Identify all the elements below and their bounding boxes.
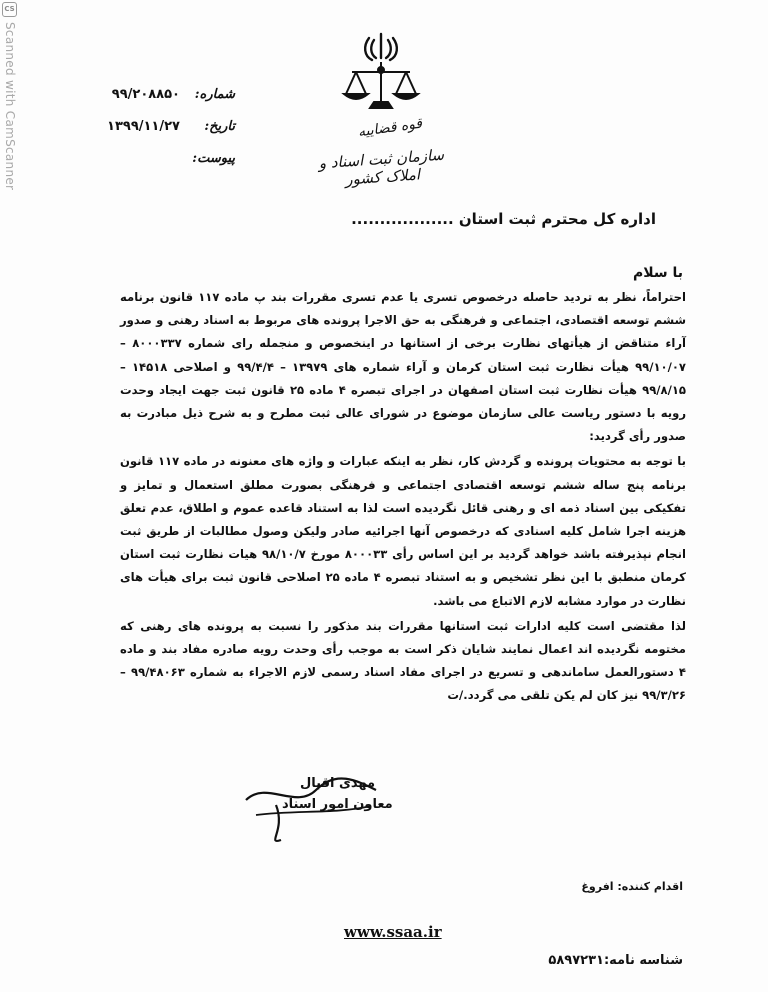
camscanner-logo-icon: CS — [2, 2, 17, 17]
attachment-label: پیوست: — [192, 150, 235, 166]
salutation: با سلام — [632, 265, 683, 281]
scales-of-justice-icon — [344, 62, 418, 108]
number-label: شماره: — [194, 86, 235, 102]
allah-emblem-icon — [365, 34, 397, 60]
judiciary-title: قوه قضاییه — [356, 115, 424, 141]
date-label: تاریخ: — [204, 118, 235, 134]
date-value: ۱۳۹۹/۱۱/۲۷ — [107, 118, 180, 134]
body-paragraph-2: با توجه به محتویات پرونده و گردش کار، نظر به اینکه عبارات و واژه های معنونه در ماده ۱۱۷ قانون برنامه پنج ساله ششم توسعه اقتصادی اجتماعی و فرهنگی بصورت مطلق استعمال و تمایز و تفکیکی بین اسناد ذمه ای و رهنی قائل نگردیده است لذا به استناد قاعده عموم و اطلاق، عدم تعلق هزینه اجرا شامل کلیه اسنادی که درخصوص آنها اجرائیه صادر ولیکن وصول مطالبات از طریق ثبت انجام نپذیرفته باشد خواهد گردید بر این اساس رأی ۸۰۰۰۳۳ مورخ ۹۸/۱۰/۷ هیات نظارت ثبت استان کرمان منطبق با این نظر تشخیص و به استناد تبصره ۴ ماده ۲۵ اصلاحی قانون ثبت برای هیأت های نظارت در موارد مشابه لازم الاتباع می باشد. — [120, 454, 687, 608]
document-id: شناسه نامه:۵۸۹۷۲۳۱ — [548, 953, 683, 968]
meta-attachment-row — [85, 142, 235, 174]
organization-name: سازمان ثبت اسناد و املاک کشور — [318, 145, 445, 189]
body-paragraph-3: لذا مقتضی است کلیه ادارات ثبت استانها مقررات بند مذکور را نسبت به پرونده های رهنی که مختومه نگردیده اند اعمال نمایند شایان ذکر است به موجب رأی وحدت رویه صادره مفاد بند و ماده ۴ دستورالعمل ساماندهی و تسریع در اجرای مفاد اسناد رسمی لازم الاجراء به شماره ۹۹/۴۸۰۶۳ – ۹۹/۳/۲۶ نیز کان لم یکن تلقی می گردد./ت — [120, 618, 686, 703]
meta-number-row — [85, 78, 235, 110]
action-by: اقدام کننده: افروغ — [581, 880, 683, 893]
camscanner-text: Scanned with CamScanner — [3, 22, 17, 191]
body-paragraph-1: احتراماً، نظر به تردید حاصله درخصوص تسری یا عدم تسری مقررات بند پ ماده ۱۱۷ قانون برنامه ششم توسعه اقتصادی، اجتماعی و فرهنگی به حق الاجرا پرونده های مربوط به اسناد رهنی و صدور آراء متناقض از هیأتهای نظارت برخی از استانها در اینخصوص و منجمله رای شماره ۸۰۰۰۳۳۷ – ۹۹/۱۰/۰۷ هیأت نظارت ثبت استان کرمان و آراء شماره های ۱۳۹۷۹ – ۹۹/۴/۴ و اصلاحی ۱۴۵۱۸ – ۹۹/۸/۱۵ هیأت نظارت ثبت استان اصفهان در اجرای تبصره ۴ ماده ۲۵ قانون ثبت جهت ایجاد وحدت رویه با دستور ریاست عالی سازمان موضوع در شورای عالی ثبت مطرح و به شرح ذیل مبادرت به صدور رأی گردید: — [120, 290, 686, 444]
recipient-line: اداره کل محترم ثبت استان .................. — [351, 210, 656, 228]
meta-date-row — [85, 110, 235, 142]
signatory-title: معاون امور اسناد — [282, 797, 393, 812]
letter-body — [120, 286, 686, 710]
number-value: ۹۹/۲۰۸۸۵۰ — [111, 86, 180, 102]
iran-emblem-scales-icon — [336, 28, 426, 128]
website-link[interactable]: www.ssaa.ir — [344, 923, 442, 941]
signatory-name: مهدی اقبال — [300, 776, 376, 791]
letter-meta — [85, 78, 235, 174]
camscanner-watermark — [2, 2, 18, 202]
